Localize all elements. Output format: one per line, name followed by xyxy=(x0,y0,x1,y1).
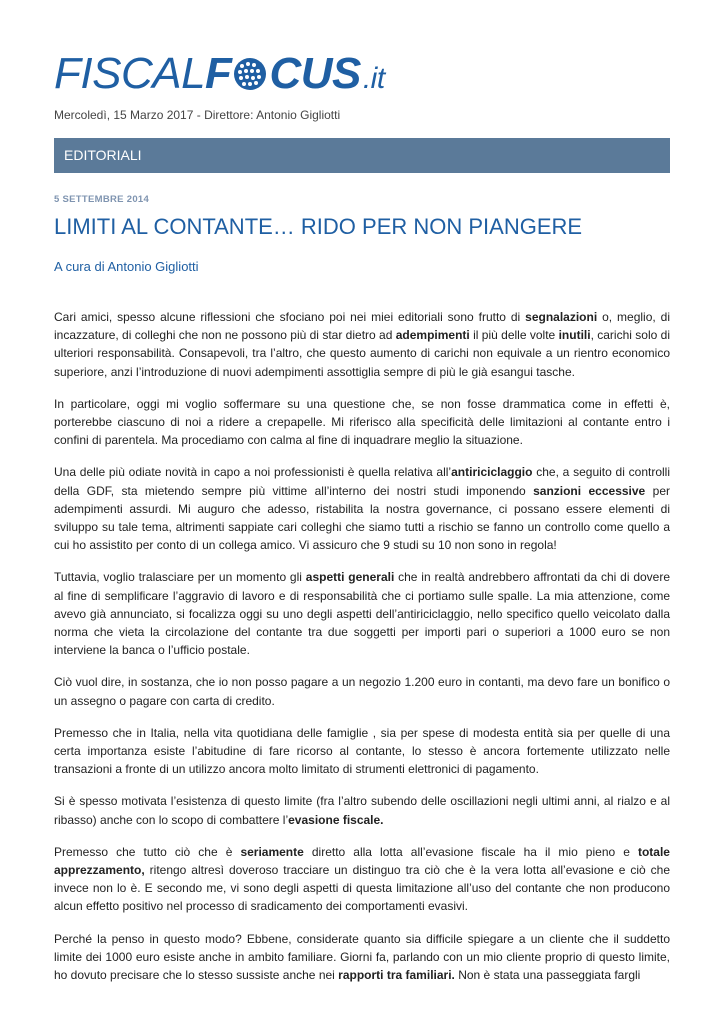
article-paragraph xyxy=(54,463,670,554)
paragraph-text: ritengo altresì doveroso tracciare un distinguo tra ciò che è la vera lotta all’evasione e ciò che invece non lo è. E secondo me, vi sono degli aspetti di questa limitazione all’uso del contante che non producono alcun effetto positivo nel processo di sradicamento dei comportamenti evasivi. xyxy=(54,863,670,914)
logo-focus-cus: CUS xyxy=(269,49,361,98)
article-paragraph xyxy=(54,395,670,450)
paragraph-text: Ciò vuol dire, in sostanza, che io non posso pagare a un negozio 1.200 euro in contanti, ma devo fare un bonifico o un assegno o pagare con carta di credito. xyxy=(54,675,670,708)
article-paragraph xyxy=(54,724,670,779)
article-paragraph xyxy=(54,792,670,828)
paragraph-text: Cari amici, spesso alcune riflessioni che sfociano poi nei miei editoriali sono frutto di xyxy=(54,310,526,324)
site-logo[interactable] xyxy=(54,48,385,96)
paragraph-text: Premesso che in Italia, nella vita quotidiana delle famiglie , sia per spese di modesta entità sia per quelle di una certa importanza esiste l’abitudine di fare ricorso al contante, lo stesso è ancora fortemente utilizzato nelle transazioni a fronte di un utilizzo ancora molto limitato di strumenti elettronici di pagamento. xyxy=(54,725,670,777)
logo-fiscal-text: FISCAL xyxy=(54,49,206,98)
paragraph-emphasis: antiriciclaggio xyxy=(451,465,533,480)
paragraph-text: Perché la penso in questo modo? Ebbene, considerate quanto sia difficile spiegare a un cliente che il suddetto limite dei 1000 euro esiste anche in ambito familiare. Giorni fa, parlando con un mio cliente proprio di questo limite, ho dovuto precisare che lo stesso sussiste anche nei xyxy=(54,931,670,983)
logo-focus-f: F xyxy=(205,49,232,98)
paragraph-emphasis: adempimenti xyxy=(395,328,470,343)
paragraph-text: o, meglio, di incazzature, di colleghi che non ne possono più di star dietro ad xyxy=(54,310,670,343)
article-body xyxy=(54,308,670,998)
paragraph-text: per adempimenti assurdi. Mi auguro che adesso, ristabilita la nostra governance, ci possano essere elementi di sviluppo su tale tema, altrimenti sappiate cari colleghi che siamo tutti a rischio se fanno un controllo come quello a cui ho assistito per conto di un collega amico. Vi assicuro che 9 studi su 10 non sono in regola! xyxy=(54,483,670,553)
paragraph-text: , carichi solo di ulteriori responsabilità. Consapevoli, tra l’altro, che questo aumento di carichi non equivale a un rientro economico superiore, anzi l’introduzione di nuovi adempimenti assottiglia sempre di più le già esangui tasche. xyxy=(54,328,670,379)
paragraph-emphasis: evasione fiscale. xyxy=(288,812,384,827)
article-title: LIMITI AL CONTANTE… RIDO PER NON PIANGERE xyxy=(54,214,583,239)
paragraph-text: Tuttavia, voglio tralasciare per un momento gli xyxy=(54,570,306,585)
globe-icon xyxy=(232,56,268,92)
article-paragraph xyxy=(54,568,670,659)
paragraph-text: Premesso che tutto ciò che è xyxy=(54,844,241,859)
article-paragraph xyxy=(54,673,670,709)
paragraph-text: Si è spesso motivata l’esistenza di questo limite (fra l’altro subendo delle oscillazioni negli ultimi anni, al rialzo e al ribasso) anche con lo scopo di combattere l’ xyxy=(54,794,670,827)
paragraph-emphasis: inutili xyxy=(558,328,591,343)
paragraph-text: il più delle volte xyxy=(469,328,559,343)
article-date: 5 SETTEMBRE 2014 xyxy=(54,194,150,205)
paragraph-emphasis: rapporti tra familiari. xyxy=(338,968,455,983)
paragraph-text: che in realtà andrebbero affrontati da chi di dovere al fine di semplificare l’aggravio di lavoro e di responsabilità che ci portiamo sulle spalle. La mia attenzione, come avevo già annunciato, si focalizza oggi su uno degli aspetti dell’antiriciclaggio, nello specifico quello veicolato dalla norma che vieta la circolazione del contante tra due soggetti per importi pari o superiori a 1000 euro se non interviene la banca o l’ufficio postale. xyxy=(54,570,671,658)
paragraph-emphasis: segnalazioni xyxy=(525,310,598,324)
article-paragraph xyxy=(54,308,670,381)
paragraph-text: In particolare, oggi mi voglio soffermare su una questione che, se non fosse drammatica come in effetti è, porterebbe ciascuno di noi a ridere a crepapelle. Mi riferisco alla specificità delle limitazioni al contante entro i confini di parentela. Ma procediamo con calma al fine di inquadrare meglio la situazione. xyxy=(54,396,670,448)
paragraph-emphasis: seriamente xyxy=(240,844,304,859)
section-label[interactable]: EDITORIALI xyxy=(64,147,142,163)
paragraph-text: che, a seguito di controlli della GDF, sta mietendo sempre più vittime all’interno dei nostri studi imponendo xyxy=(54,465,671,498)
logo-suffix: .it xyxy=(362,62,385,95)
article-byline: A cura di Antonio Gigliotti xyxy=(54,259,199,274)
paragraph-text: Una delle più odiate novità in capo a noi professionisti è quella relativa all’ xyxy=(54,465,452,480)
section-bar xyxy=(54,138,670,173)
paragraph-text: diretto alla lotta all’evasione fiscale ha il mio pieno e xyxy=(303,844,638,859)
article-paragraph xyxy=(54,930,670,985)
paragraph-text: Non è stata una passeggiata fargli xyxy=(454,968,641,983)
paragraph-emphasis: aspetti generali xyxy=(305,570,395,585)
article-paragraph xyxy=(54,843,670,916)
paragraph-emphasis: totale apprezzamento, xyxy=(54,844,670,878)
paragraph-emphasis: sanzioni eccessive xyxy=(533,483,646,498)
dateline: Mercoledì, 15 Marzo 2017 - Direttore: Antonio Gigliotti xyxy=(54,108,341,122)
